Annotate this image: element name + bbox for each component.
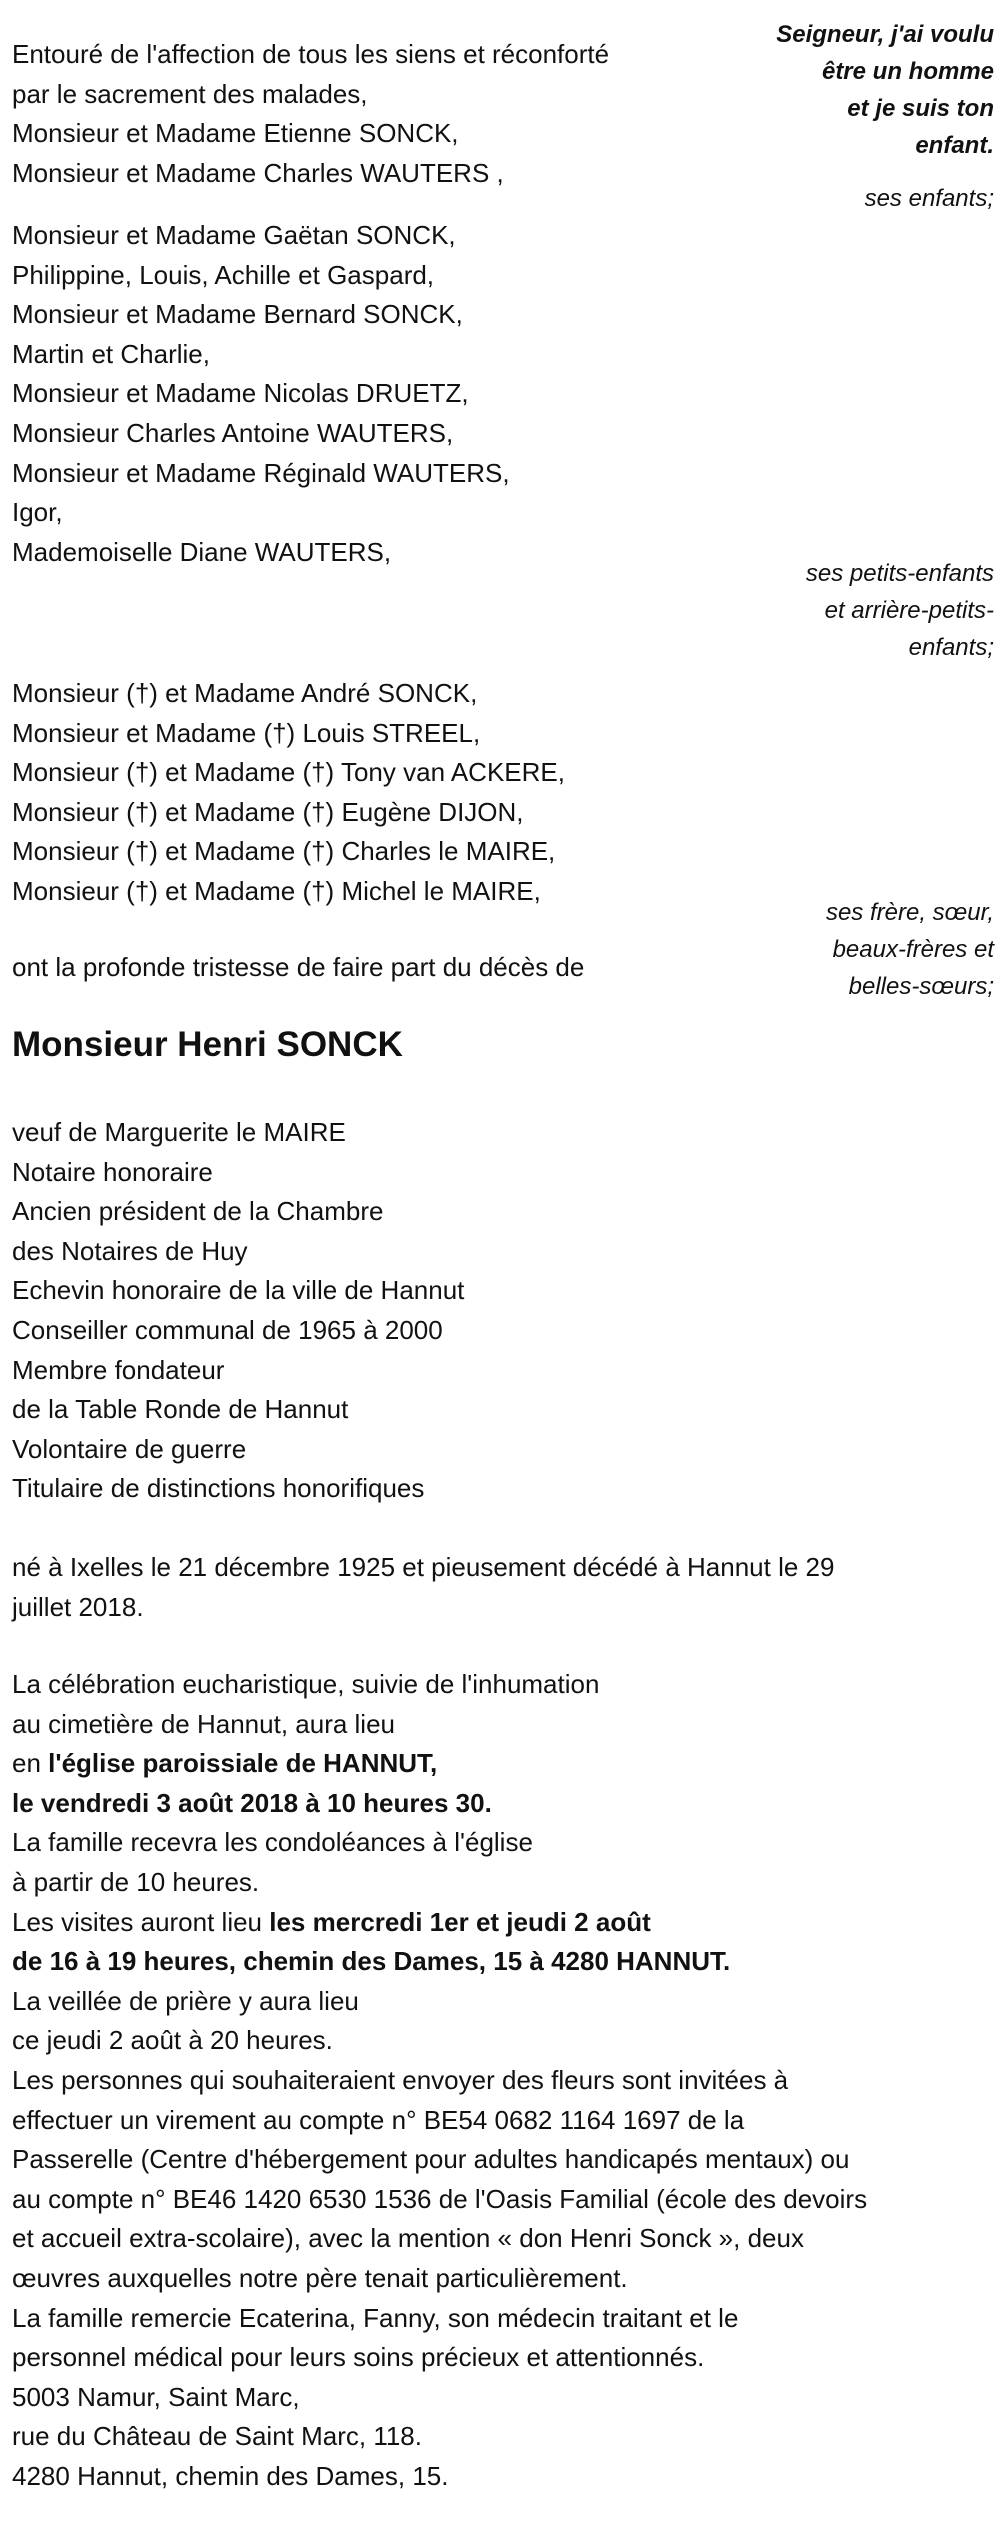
address-line: 4280 Hannut, chemin des Dames, 15. xyxy=(12,2460,449,2491)
text-line: né à Ixelles le 21 décembre 1925 et pieusement décédé à Hannut le 29 xyxy=(12,1552,835,1582)
list-item: Notaire honoraire xyxy=(12,1156,213,1187)
address-line: 5003 Namur, Saint Marc, xyxy=(12,2381,300,2412)
list-item: des Notaires de Huy xyxy=(12,1235,248,1266)
text: le vendredi 3 août 2018 à 10 heures 30. xyxy=(12,1787,492,1818)
text-line: à partir de 10 heures. xyxy=(12,1866,260,1897)
grandchildren-label xyxy=(806,555,994,666)
text-line: par le sacrement des malades, xyxy=(12,78,368,109)
list-item: veuf de Marguerite le MAIRE xyxy=(12,1117,346,1147)
church-name: l'église paroissiale de HANNUT, xyxy=(48,1748,438,1779)
list-item: Volontaire de guerre xyxy=(12,1433,247,1464)
text-line: Entouré de l'affection de tous les siens et réconforté xyxy=(12,39,610,69)
ceremony-date xyxy=(12,1784,867,1824)
text-line: œuvres auxquelles notre père tenait particulièrement. xyxy=(12,2262,628,2293)
text: en xyxy=(12,1748,49,1779)
address-line: rue du Château de Saint Marc, 118. xyxy=(12,2421,422,2452)
quote-line: être un homme xyxy=(821,58,994,85)
text-line: La veillée de prière y aura lieu xyxy=(12,1985,359,2016)
list-item: Monsieur et Madame (†) Louis STREEL, xyxy=(12,717,481,748)
list-item: Monsieur et Madame Gaëtan SONCK, xyxy=(12,220,456,250)
announcement: ont la profonde tristesse de faire part du décès de xyxy=(12,952,585,982)
list-item: Membre fondateur xyxy=(12,1354,225,1385)
label-line: beaux-frères et xyxy=(832,936,994,963)
label-line: et arrière-petits- xyxy=(824,597,994,624)
list-item: Martin et Charlie, xyxy=(12,338,210,369)
list-item: Monsieur (†) et Madame (†) Charles le MAIRE, xyxy=(12,836,556,867)
list-item: Monsieur (†) et Madame (†) Tony van ACKERE, xyxy=(12,757,565,788)
deceased-name: Monsieur Henri SONCK xyxy=(12,1025,403,1064)
list-item: Igor, xyxy=(12,497,63,528)
label-line: enfants; xyxy=(908,634,994,661)
list-item: Monsieur (†) et Madame André SONCK, xyxy=(12,678,478,708)
text: de 16 à 19 heures, chemin des Dames, 15 à 4280 HANNUT. xyxy=(12,1946,731,1977)
list-item: Monsieur et Madame Bernard SONCK, xyxy=(12,299,463,330)
quote-line: Seigneur, j'ai voulu xyxy=(776,21,994,48)
list-item: Echevin honoraire de la ville de Hannut xyxy=(12,1275,465,1306)
list-item: Titulaire de distinctions honorifiques xyxy=(12,1473,425,1504)
text-line: ce jeudi 2 août à 20 heures. xyxy=(12,2025,333,2056)
text-line: effectuer un virement au compte n° BE54 0682 1164 1697 de la xyxy=(12,2104,745,2135)
list-item: Philippine, Louis, Achille et Gaspard, xyxy=(12,259,435,290)
list-item: Mademoiselle Diane WAUTERS, xyxy=(12,536,392,567)
text: Les visites auront lieu xyxy=(12,1906,270,1937)
list-item: Conseiller communal de 1965 à 2000 xyxy=(12,1314,443,1345)
list-item: Monsieur et Madame Nicolas DRUETZ, xyxy=(12,378,469,409)
list-item: Monsieur et Madame Réginald WAUTERS, xyxy=(12,457,510,488)
list-item: Monsieur (†) et Madame (†) Michel le MAIRE, xyxy=(12,875,541,906)
text-line: Passerelle (Centre d'hébergement pour adultes handicapés mentaux) ou xyxy=(12,2144,850,2175)
text-line: La célébration eucharistique, suivie de l'inhumation xyxy=(12,1669,600,1699)
birth-death xyxy=(12,1548,834,1627)
quote-line: enfant. xyxy=(915,132,994,159)
visit-dates: les mercredi 1er et jeudi 2 août xyxy=(269,1906,651,1937)
text-line: au cimetière de Hannut, aura lieu xyxy=(12,1708,396,1739)
visit-location xyxy=(12,1942,867,1982)
quote xyxy=(776,16,994,164)
siblings-list xyxy=(12,674,565,912)
list-item: Monsieur Charles Antoine WAUTERS, xyxy=(12,417,454,448)
intro xyxy=(12,35,609,193)
text-line: juillet 2018. xyxy=(12,1591,144,1622)
text-line: et accueil extra-scolaire), avec la mention « don Henri Sonck », deux xyxy=(12,2223,804,2254)
text-line xyxy=(12,1744,867,1784)
siblings-label xyxy=(826,894,994,1005)
label-line: belles-sœurs; xyxy=(848,973,994,1000)
titles-list xyxy=(12,1113,464,1509)
label-line: ses frère, sœur, xyxy=(825,899,994,926)
ceremony-details xyxy=(12,1665,867,2496)
text-line: La famille remercie Ecaterina, Fanny, son médecin traitant et le xyxy=(12,2302,739,2333)
text-line: Monsieur et Madame Charles WAUTERS , xyxy=(12,157,504,188)
list-item: Monsieur (†) et Madame (†) Eugène DIJON, xyxy=(12,796,524,827)
label-line: ses petits-enfants xyxy=(805,560,994,587)
text-line xyxy=(12,1903,867,1943)
text-line: La famille recevra les condoléances à l'église xyxy=(12,1827,533,1858)
text-line: Monsieur et Madame Etienne SONCK, xyxy=(12,118,459,149)
list-item: Ancien président de la Chambre xyxy=(12,1196,384,1227)
grandchildren-list xyxy=(12,216,510,572)
list-item: de la Table Ronde de Hannut xyxy=(12,1394,349,1425)
text-line: Les personnes qui souhaiteraient envoyer des fleurs sont invitées à xyxy=(12,2064,789,2095)
text-line: au compte n° BE46 1420 6530 1536 de l'Oasis Familial (école des devoirs xyxy=(12,2183,868,2214)
children-label: ses enfants; xyxy=(864,185,994,212)
text-line: personnel médical pour leurs soins précieux et attentionnés. xyxy=(12,2342,705,2373)
quote-line: et je suis ton xyxy=(847,95,994,122)
